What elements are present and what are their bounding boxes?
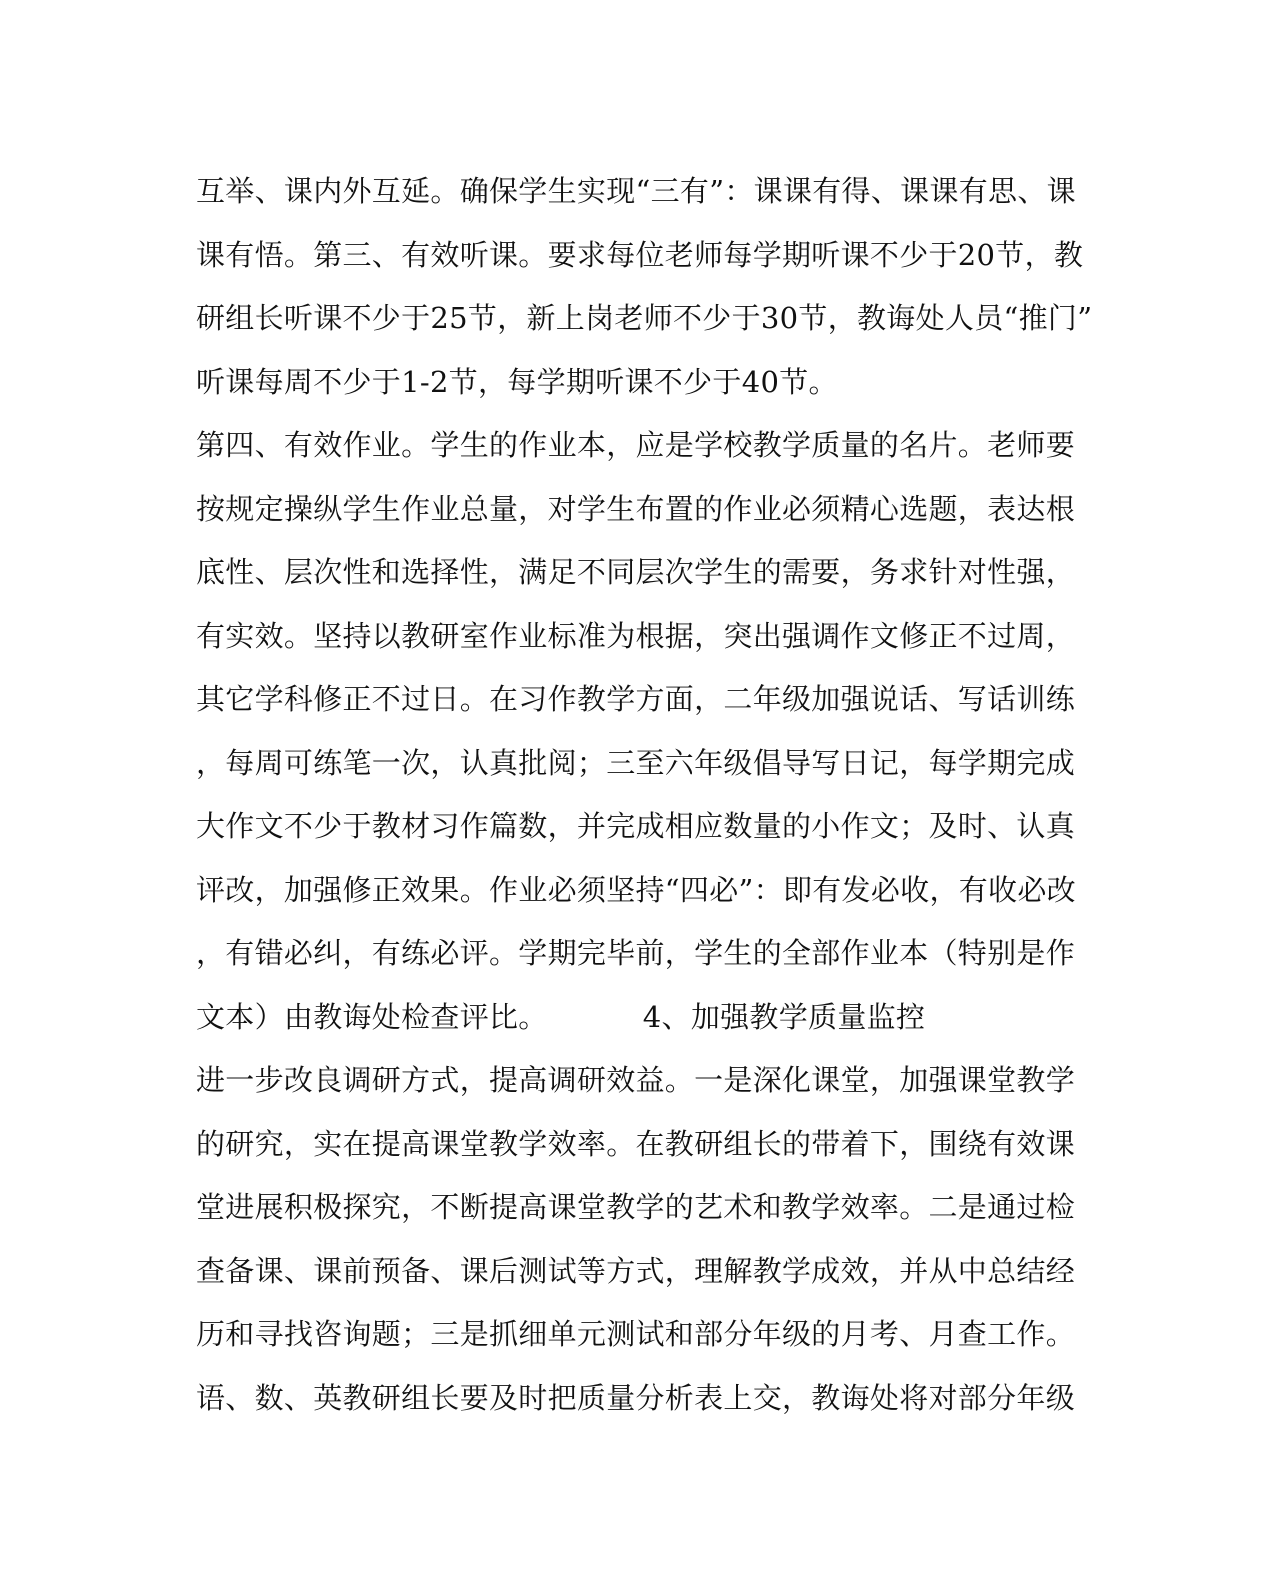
text-line-7: 底性、层次性和选择性，满足不同层次学生的需要，务求针对性强， (196, 555, 1076, 589)
body-text (196, 160, 1093, 1430)
text-line-12: 评改，加强修正效果。作业必须坚持“四必”：即有发必收，有收必改 (196, 872, 1076, 907)
text-line-16: 的研究，实在提高课堂教学效率。在教研组长的带着下，围绕有效课 (196, 1126, 1076, 1161)
text-line-15: 进一步改良调研方式，提高调研效益。一是深化课堂，加强课堂教学 (196, 1063, 1076, 1097)
text-line-6: 按规定操纵学生作业总量，对学生布置的作业必须精心选题，表达根 (196, 491, 1076, 526)
text-line-13: ，有错必纠，有练必评。学期完毕前，学生的全部作业本（特别是作 (196, 936, 1076, 970)
text-line-3: 研组长听课不少于25节，新上岗老师不少于30节，教诲处人员“推门” (196, 301, 1093, 335)
text-line-9: 其它学科修正不过日。在习作教学方面，二年级加强说话、写话训练 (196, 682, 1076, 716)
text-line-2: 课有悟。第三、有效听课。要求每位老师每学期听课不少于20节，教 (196, 237, 1084, 272)
text-line-17: 堂进展积极探究，不断提高课堂教学的艺术和教学效率。二是通过检 (196, 1190, 1076, 1224)
text-line-20: 语、数、英教研组长要及时把质量分析表上交，教诲处将对部分年级 (196, 1380, 1076, 1415)
text-line-14: 文本）由教诲处检查评比。 4、加强教学质量监控 (196, 999, 926, 1034)
text-line-10: ，每周可练笔一次，认真批阅；三至六年级倡导写日记，每学期完成 (196, 745, 1076, 780)
text-line-5: 第四、有效作业。学生的作业本，应是学校教学质量的名片。老师要 (196, 428, 1076, 462)
text-line-19: 历和寻找咨询题；三是抓细单元测试和部分年级的月考、月查工作。 (196, 1317, 1076, 1351)
text-line-1: 互举、课内外互延。确保学生实现“三有”：课课有得、课课有思、课 (196, 174, 1076, 208)
text-line-8: 有实效。坚持以教研室作业标准为根据，突出强调作文修正不过周， (196, 618, 1076, 653)
text-line-11: 大作文不少于教材习作篇数，并完成相应数量的小作文；及时、认真 (196, 809, 1076, 843)
text-line-18: 查备课、课前预备、课后测试等方式，理解教学成效，并从中总结经 (196, 1253, 1076, 1288)
text-line-4: 听课每周不少于1-2节，每学期听课不少于40节。 (196, 364, 838, 399)
